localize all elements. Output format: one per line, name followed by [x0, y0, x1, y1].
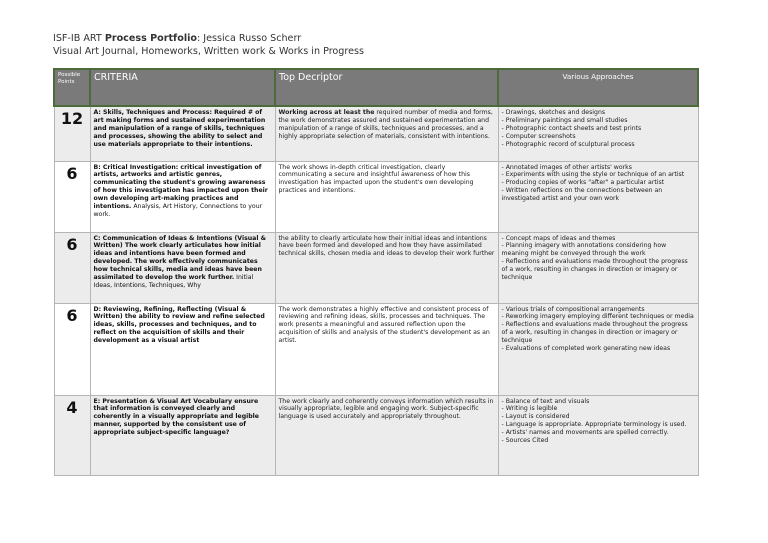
approach-item: - Reflections and evaluations made throughout the progress of a work, resulting in changes in direction or imagery or technique [501, 258, 688, 282]
row-approaches [498, 232, 698, 303]
table-row [54, 106, 698, 161]
approach-item: - Reflections and evaluations made throughout the progress of a work, resulting in changes in direction or imagery or technique [501, 321, 688, 345]
approach-item: - Photographic contact sheets and test prints [501, 124, 642, 132]
approach-item: - Annotated images of other artists' works [501, 163, 632, 171]
header-criteria: CRITERIA [90, 69, 275, 106]
document-subtitle: Visual Art Journal, Homeworks, Written work & Works in Progress [53, 46, 365, 57]
row-points: 6 [54, 161, 90, 232]
row-approaches [498, 106, 698, 161]
row-descriptor: Working across at least the required number of media and forms, the work demonstrates assured and sustained experimentation and manipulation of a range of skills, techniques and processes, and a highly appropriate selection of materials, consistent with intentions. [275, 106, 498, 161]
approach-item: - Writing is legible [501, 405, 558, 413]
approach-item: - Concept maps of ideas and themes [501, 234, 616, 242]
row-approaches [498, 161, 698, 232]
header-various-approaches: Various Approaches [498, 69, 698, 106]
row-descriptor: The work clearly and coherently conveys information which results in visually appropriate, legible and engaging work. Subject-specific language is used accurately and appropriately throughout. [275, 395, 498, 475]
table-row [54, 303, 698, 395]
row-criteria: E: Presentation & Visual Art Vocabulary ensure that information is conveyed clearly and coherently in a visually appropriate and legible manner, supported by the consistent use of appropriate subject-specific language? [90, 395, 275, 475]
approach-item: - Various trials of compositional arrangements [501, 305, 645, 313]
document-title: ISF-IB ART Process Portfolio: Jessica Russo Scherr [53, 33, 302, 44]
approach-item: - Sources Cited [501, 437, 549, 445]
row-descriptor: The work shows in-depth critical investigation, clearly communicating a secure and insightful awareness of how this investigation has impacted upon the student's own developing practices and intentions. [275, 161, 498, 232]
approach-item: - Balance of text and visuals [501, 397, 590, 405]
document-header [53, 32, 713, 58]
approach-item: - Experiments with using the style or technique of an artist [501, 171, 685, 179]
row-points: 12 [54, 106, 90, 161]
row-points: 6 [54, 303, 90, 395]
approach-item: - Artists' names and movements are spelled correctly. [501, 429, 669, 437]
row-points: 6 [54, 232, 90, 303]
approach-item: - Language is appropriate. Appropriate terminology is used. [501, 421, 687, 429]
approach-item: - Preliminary paintings and small studies [501, 116, 628, 124]
header-possible-points: Possible Points [54, 69, 90, 106]
row-criteria: C: Communication of Ideas & Intentions (Visual & Written) The work clearly articulates how initial ideas and intentions have been formed and developed. The work effectively communicates how technical skills, media and ideas have been assimilated to develop the work further. Initial Ideas, Intentions, Techniques, Why [90, 232, 275, 303]
approach-item: - Planning imagery with annotations considering how meaning might be conveyed through the work [501, 242, 667, 258]
approach-item: - Drawings, sketches and designs [501, 109, 606, 116]
row-points: 4 [54, 395, 90, 475]
approach-item: - Producing copies of works "after" a particular artist [501, 179, 665, 187]
table-row [54, 161, 698, 232]
row-criteria: A: Skills, Techniques and Process: Required # of art making forms and sustained experimentation and manipulation of a range of skills, techniques and processes, showing the ability to select and use materials appropriate to their intentions. [90, 106, 275, 161]
rubric-table [53, 68, 699, 476]
approach-item: - Photographic record of sculptural process [501, 140, 635, 148]
row-approaches [498, 303, 698, 395]
table-row [54, 232, 698, 303]
approach-item: - Written reflections on the connections between an investigated artist and your own work [501, 187, 663, 203]
approach-item: - Evaluations of completed work generating new ideas [501, 345, 671, 353]
table-header-row [54, 69, 698, 106]
header-top-descriptor: Top Decriptor [275, 69, 498, 106]
approach-item: - Reworking imagery employing different techniques or media [501, 313, 694, 321]
row-criteria: B: Critical Investigation: critical investigation of artists, artworks and artistic genres, communicating the student's growing awareness of how this investigation has impacted upon their own developing art-making practices and intentions. Analysis, Art History, Connections to your work. [90, 161, 275, 232]
approach-item: - Computer screenshots [501, 132, 576, 140]
row-descriptor: the ability to clearly articulate how their initial ideas and intentions have been formed and developed and how they have assimilated technical skills, chosen media and ideas to develop their work further [275, 232, 498, 303]
row-descriptor: The work demonstrates a highly effective and consistent process of reviewing and refining ideas, skills, processes and techniques. The work presents a meaningful and assured reflection upon the acquisition of skills and analysis of the student's development as an artist. [275, 303, 498, 395]
approach-item: - Layout is considered [501, 413, 570, 421]
row-criteria: D: Reviewing, Refining, Reflecting (Visual & Written) the ability to review and refine selected ideas, skills, processes and techniques, and to reflect on the acquisition of skills and their development as a visual artist [90, 303, 275, 395]
table-row [54, 395, 698, 475]
row-approaches [498, 395, 698, 475]
